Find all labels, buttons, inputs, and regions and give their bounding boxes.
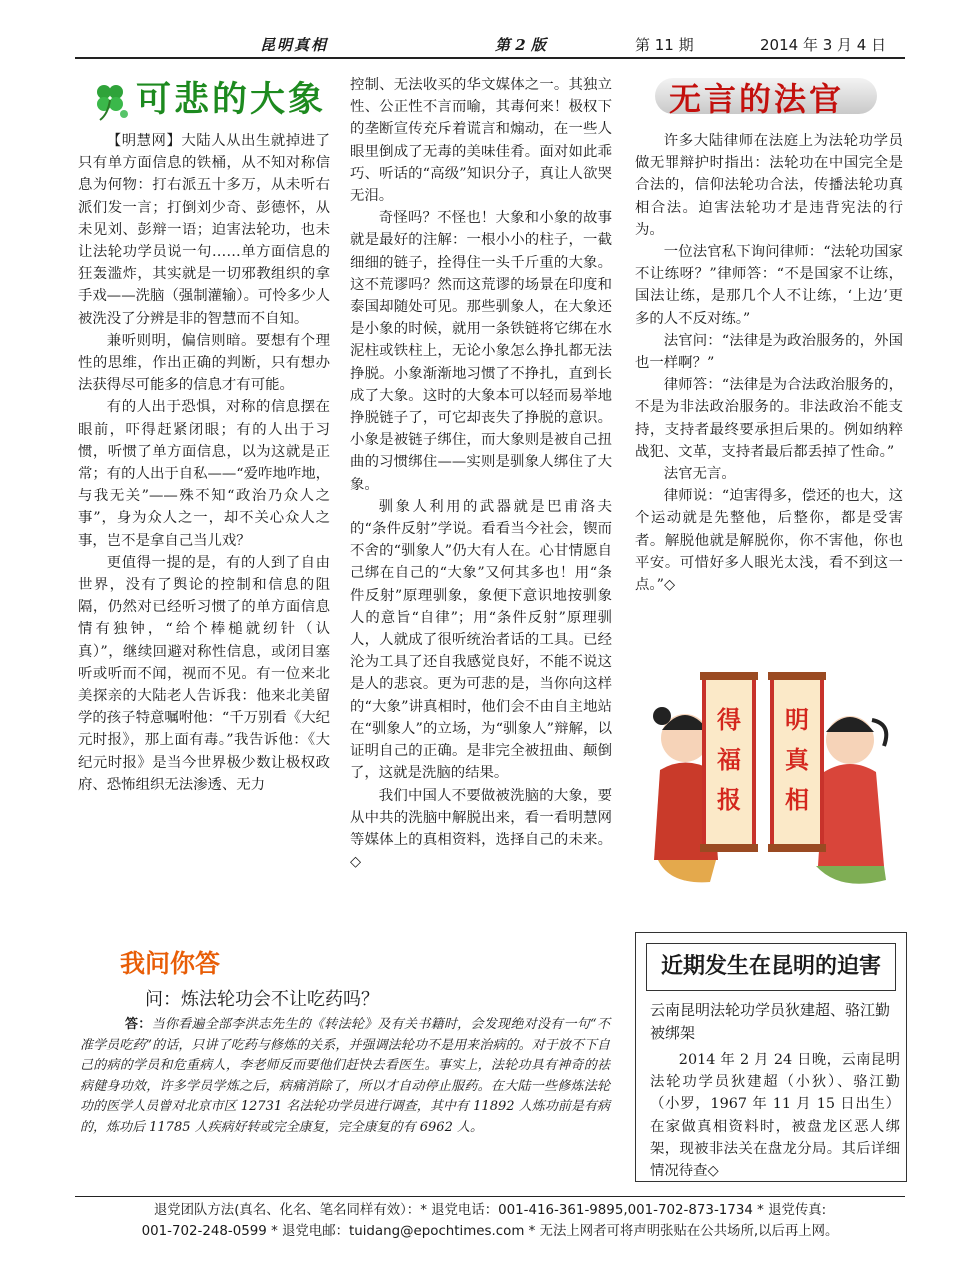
children-scroll-illustration <box>640 660 900 900</box>
footer-line-1: 退党团队方法(真名、化名、笔名同样有效）：* 退党电话：001-416-361-9895,001-702-873-1734 * 退党传真: <box>153 1203 827 1218</box>
paper-name: 昆明真相 <box>260 36 329 54</box>
article2-para: 一位法官私下询问律师：“法轮功国家不让练呀？”律师答：“不是国家不让练，国法让练，是那几个人不让练，‘上边’更多的人不反对练。” <box>635 244 903 327</box>
article1-title-block <box>88 70 348 122</box>
illustration-drawing <box>640 660 900 900</box>
article1-column-1 <box>78 130 330 796</box>
article1-title: 可悲的大象 <box>136 80 327 120</box>
article1-col1-para: 【明慧网】大陆人从出生就掉进了只有单方面信息的铁桶，从不知对称信息为何物：打右派五十多万，从未听右派们发一言；打倒刘少奇、彭德怀，从未见刘、彭辩一语；迫害法轮功，也未让法轮功学员说一句……单方面信息的狂轰滥炸，其实就是一切邪教组织的拿手戏——洗脑（强制灌输）。可怜多少人被洗没了分辨是非的智慧而不自知。 <box>78 133 330 327</box>
qa-answer-text: 当你看遍全部李洪志先生的《转法轮》及有关书籍时，会发现绝对没有一句“不准学员吃药”的话，只讲了吃药与修炼的关系，并强调法轮功不是用来治病的。对于放不下自己的病的学员和危重病人，李老师反而要他们赶快去看医生。事实上，法轮功具有神奇的祛病健身功效，许多学员学炼之后，病痛消除了，所以才自动停止服药。在大陆一些修炼法轮功的医学人员曾对北京市区 12731 名法轮功学员进行调查，其中有 11892 人炼功前是有病的，炼功后 11785 人疾病好转或完全康复，完全康复的有 6962 人。 <box>80 1017 610 1135</box>
article2-title: 无言的法官 <box>669 80 845 118</box>
persecution-headline: 云南昆明法轮功学员狄建超、骆江勤被绑架 <box>650 1001 891 1042</box>
article2-title-block <box>655 72 880 120</box>
persecution-body <box>650 1049 900 1182</box>
footer-rule <box>75 1196 905 1197</box>
article2-body <box>635 130 903 596</box>
persecution-para: 2014 年 2 月 24 日晚，云南昆明法轮功学员狄建超（小狄）、骆江勤（小罗，1967 年 11 月 15 日出生）在家做真相资料时，被盘龙区恶人绑架，现被非法关在盘龙分局。其后详细情况待查◇ <box>650 1052 900 1180</box>
article2-para: 律师答：“法律是为合法政治服务的，不是为非法政治服务的。非法政治不能支持，支持者最终要承担后果的。例如纳粹战犯、文革，支持者最后都丢掉了性命。” <box>635 377 903 460</box>
footer-line-2: 001-702-248-0599 * 退党电邮：tuidang@epochtimes.com * 无法上网者可将声明张贴在公共场所,以后再上网。 <box>141 1224 839 1239</box>
header-rule <box>75 57 905 59</box>
article2-para: 律师说：“迫害得多，偿还的也大，这个运动就是先整他，后整你，都是受害者。解脱他就是解脱你，你不害他，你也平安。可惜好多人眼光太浅，看不到这一点。”◇ <box>635 488 903 594</box>
scroll-right-text: 明真相 <box>785 706 809 814</box>
article1-col1-para: 有的人出于恐惧，对称的信息摆在眼前，吓得赶紧闭眼；有的人出于习惯，听惯了单方面信息，以为这就是正常；有的人出于自私——“爱咋地咋地，与我无关”——殊不知“政治乃众人之事”，身为众人之一，却不关心众人之事，岂不是拿自己当儿戏？ <box>78 399 330 549</box>
qa-answer <box>80 1015 610 1139</box>
edition-label: 第 2 版 <box>495 36 546 54</box>
issue-label: 第 11 期 <box>635 36 694 54</box>
article1-column-2 <box>350 74 612 873</box>
article1-col2-para: 我们中国人不要做被洗脑的大象，要从中共的洗脑中解脱出来，看一看明慧网等媒体上的真相资料，选择自己的未来。◇ <box>350 787 612 871</box>
date-label: 2014 年 3 月 4 日 <box>760 36 887 54</box>
article1-col2-para: 控制、无法收买的华文媒体之一。其独立性、公正性不言而喻，其毒何来！极权下的垄断宣传充斥着谎言和煽动，在一些人眼里倒成了无毒的美味佳肴。面对如此乖巧、听话的“高级”知识分子，真让人欲哭无泪。 <box>350 77 612 205</box>
qa-title: 我问你答 <box>120 949 221 978</box>
clover-icon <box>88 78 132 122</box>
persecution-box <box>635 932 907 1182</box>
scroll-left-text: 得福报 <box>717 706 741 814</box>
qa-answer-label: 答： <box>125 1017 152 1032</box>
article1-col1-para: 更值得一提的是，有的人到了自由世界，没有了舆论的控制和信息的阻隔，仍然对已经听习惯了的单方面信息情有独钟，“给个棒槌就纫针（认真）”，继续回避对称性信息，或闭目塞听或听而不闻，视而不见。有一位来北美探亲的大陆老人告诉我：他来北美留学的孩子特意嘱咐他：“千万别看《大纪元时报》，那上面有毒。”我告诉他：《大纪元时报》是当今世界极少数让极权政府、恐怖组织无法渗透、无力 <box>78 554 330 793</box>
article2-para: 许多大陆律师在法庭上为法轮功学员做无罪辩护时指出：法轮功在中国完全是合法的，信仰法轮功合法，传播法轮功真相合法。迫害法轮功才是违背宪法的行为。 <box>635 133 903 238</box>
footer <box>70 1200 910 1242</box>
article2-para: 法官无言。 <box>663 466 736 483</box>
article2-para: 法官问：“法律是为政治服务的，外国也一样啊？” <box>635 332 903 372</box>
qa-question: 问：炼法轮功会不让吃药吗？ <box>145 989 379 1010</box>
article1-col2-para: 驯象人利用的武器就是巴甫洛夫的“条件反射”学说。看看当今社会，锲而不舍的“驯象人”仍大有人在。心甘情愿自己绑在自己的“大象”又何其多也！用“条件反射”原理驯象，象便下意识地按驯象人的意旨“自律”；用“条件反射”原理驯人，人就成了很听统治者话的工具。已经沦为工具了还自我感觉良好，不能不说这是人的悲哀。更为可悲的是，当你向这样的“大象”讲真相时，他们会不由自主地站在“驯象人”的立场，为“驯象人”辩解，以证明自己的正确。是非完全被扭曲、颠倒了，这就是洗脑的结果。 <box>350 498 612 782</box>
persecution-box-title: 近期发生在昆明的迫害 <box>646 943 896 991</box>
page-header <box>90 30 890 56</box>
article1-col2-para: 奇怪吗？不怪也！大象和小象的故事就是最好的注解：一根小小的柱子，一截细细的链子，拴得住一头千斤重的大象。这不荒谬吗？然而这荒谬的场景在印度和泰国却随处可见。那些驯象人，在大象还是小象的时候，就用一条铁链将它绑在水泥柱或铁柱上，无论小象怎么挣扎都无法挣脱。小象渐渐地习惯了不挣扎，直到长成了大象。这时的大象本可以轻而易举地挣脱链子了，可它却丧失了挣脱的意识。小象是被链子绑住，而大象则是被自己扭曲的习惯绑住——实则是驯象人绑住了大象。 <box>350 210 612 493</box>
article1-col1-para: 兼听则明，偏信则暗。要想有个理性的思维，作出正确的判断，只有想办法获得尽可能多的信息才有可能。 <box>78 332 330 394</box>
